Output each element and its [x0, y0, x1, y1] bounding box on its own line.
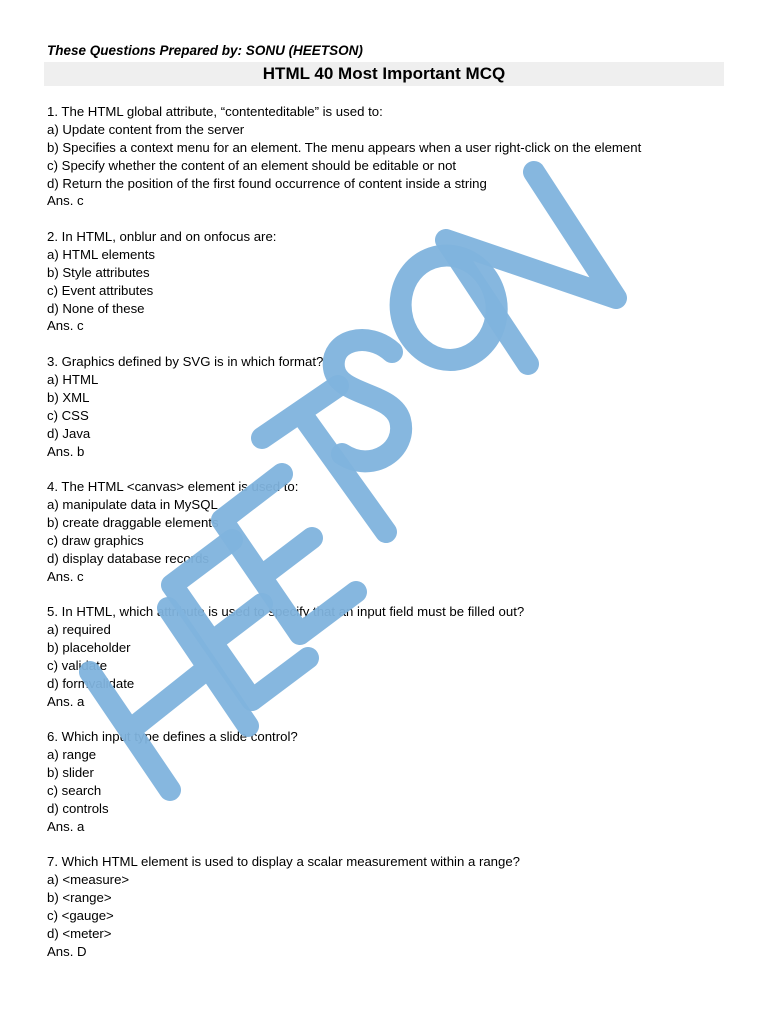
answer-option: d) <meter> — [47, 925, 112, 941]
answer-key: Ans. b — [47, 443, 85, 459]
answer-option: c) Event attributes — [47, 282, 154, 298]
answer-key: Ans. c — [47, 318, 84, 334]
answer-option: b) Style attributes — [47, 264, 150, 280]
answer-option: b) slider — [47, 764, 94, 780]
answer-option: a) HTML elements — [47, 246, 155, 262]
question-text: 3. Graphics defined by SVG is in which format? — [47, 354, 324, 370]
question-block — [47, 103, 737, 210]
answer-option: a) required — [47, 622, 111, 638]
question-block — [47, 728, 737, 835]
question-block — [47, 853, 737, 960]
question-text: 1. The HTML global attribute, “contenteditable” is used to: — [47, 104, 383, 119]
question-text: 6. Which input type defines a slide control? — [47, 729, 298, 745]
answer-option: d) Java — [47, 425, 91, 441]
answer-option: c) CSS — [47, 407, 89, 423]
answer-option: c) search — [47, 782, 102, 798]
answer-option: b) create draggable elements — [47, 514, 219, 530]
answer-option: d) Return the position of the first found occurrence of content inside a string — [47, 175, 487, 191]
question-block — [47, 228, 737, 335]
answer-option: b) Specifies a context menu for an element. The menu appears when a user right-click on the element — [47, 139, 642, 155]
answer-option: a) manipulate data in MySQL — [47, 496, 218, 512]
answer-option: b) placeholder — [47, 639, 131, 655]
answer-option: d) display database records — [47, 550, 210, 566]
answer-key: Ans. c — [47, 193, 84, 209]
answer-option: a) range — [47, 747, 97, 763]
answer-key: Ans. c — [47, 568, 84, 584]
answer-key: Ans. a — [47, 818, 85, 834]
prepared-by-line: These Questions Prepared by: SONU (HEETSON) — [47, 43, 363, 58]
question-text: 2. In HTML, onblur and on onfocus are: — [47, 229, 277, 245]
answer-option: d) controls — [47, 800, 109, 816]
question-text: 7. Which HTML element is used to display a scalar measurement within a range? — [47, 854, 521, 870]
answer-option: b) XML — [47, 389, 90, 405]
question-block — [47, 603, 737, 710]
question-list — [47, 103, 737, 978]
answer-option: c) draw graphics — [47, 532, 144, 548]
question-text: 4. The HTML <canvas> element is used to: — [47, 479, 299, 495]
answer-option: a) <measure> — [47, 872, 130, 888]
answer-option: a) Update content from the server — [47, 121, 245, 137]
question-block — [47, 353, 737, 460]
answer-option: d) formvalidate — [47, 675, 135, 691]
answer-key: Ans. D — [47, 943, 87, 959]
answer-option: d) None of these — [47, 300, 145, 316]
answer-option: a) HTML — [47, 371, 99, 387]
answer-option: c) <gauge> — [47, 907, 114, 923]
question-text: 5. In HTML, which attribute is used to specify that an input field must be filled out? — [47, 604, 525, 620]
answer-option: c) validate — [47, 657, 108, 673]
answer-option: c) Specify whether the content of an element should be editable or not — [47, 157, 457, 173]
question-block — [47, 478, 737, 585]
document-title: HTML 40 Most Important MCQ — [44, 62, 724, 86]
answer-key: Ans. a — [47, 693, 85, 709]
answer-option: b) <range> — [47, 889, 112, 905]
